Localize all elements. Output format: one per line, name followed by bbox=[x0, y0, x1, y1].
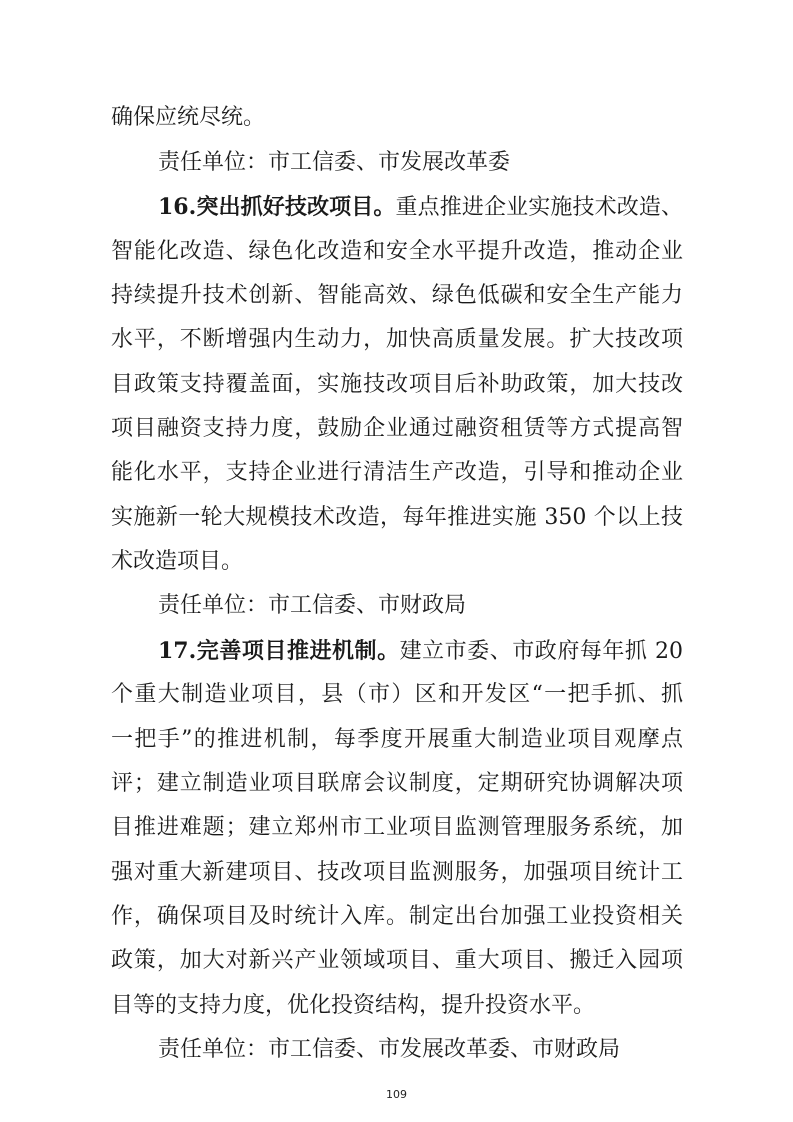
line-text: 项目融资支持力度，鼓励企业通过融资租赁等方式提高智 bbox=[111, 416, 683, 441]
text-line bbox=[0, 544, 793, 580]
line-text: 责任单位：市工信委、市发展改革委、市财政局 bbox=[158, 1037, 621, 1062]
section-heading-line bbox=[0, 633, 793, 669]
text-line bbox=[0, 500, 793, 536]
text-line bbox=[0, 278, 793, 314]
line-text: 个重大制造业项目，县（市）区和开发区“一把手抓、抓 bbox=[111, 682, 683, 707]
line-text: 水平，不断增强内生动力，加快高质量发展。扩大技改项 bbox=[111, 327, 683, 352]
text-line bbox=[0, 810, 793, 846]
text-line bbox=[0, 766, 793, 802]
line-text: 实施新一轮大规模技术改造，每年推进实施 350 个以上技 bbox=[111, 505, 683, 530]
line-text: 政策，加大对新兴产业领域项目、重大项目、搬迁入园项 bbox=[111, 948, 683, 973]
responsible-unit-line bbox=[0, 145, 793, 181]
line-text: 能化水平，支持企业进行清洁生产改造，引导和推动企业 bbox=[111, 460, 683, 485]
text-line bbox=[0, 367, 793, 403]
line-text: 评；建立制造业项目联席会议制度，定期研究协调解决项 bbox=[111, 771, 683, 796]
text-line bbox=[0, 943, 793, 979]
line-text: 目政策支持覆盖面，实施技改项目后补助政策，加大技改 bbox=[111, 372, 683, 397]
section-heading-line bbox=[0, 189, 793, 225]
line-text: 目推进难题；建立郑州市工业项目监测管理服务系统，加 bbox=[111, 815, 683, 840]
line-text: 责任单位：市工信委、市财政局 bbox=[158, 593, 467, 618]
line-text: 智能化改造、绿色化改造和安全水平提升改造，推动企业 bbox=[111, 239, 683, 264]
responsible-unit-line bbox=[0, 588, 793, 624]
responsible-unit-line bbox=[0, 1032, 793, 1068]
text-line bbox=[0, 722, 793, 758]
line-text: 重点推进企业实施技术改造、 bbox=[395, 195, 683, 220]
text-line bbox=[0, 855, 793, 891]
section-heading: 16.突出抓好技改项目。 bbox=[158, 194, 396, 220]
line-content bbox=[158, 189, 683, 226]
text-line bbox=[0, 988, 793, 1024]
text-line bbox=[0, 100, 793, 136]
line-text: 术改造项目。 bbox=[111, 549, 244, 574]
text-line bbox=[0, 322, 793, 358]
line-text: 作，确保项目及时统计入库。制定出台加强工业投资相关 bbox=[111, 904, 683, 929]
line-text: 责任单位：市工信委、市发展改革委 bbox=[158, 150, 511, 175]
text-line bbox=[0, 411, 793, 447]
line-text: 建立市委、市政府每年抓 20 bbox=[399, 639, 683, 664]
page-number: 109 bbox=[386, 1088, 407, 1101]
line-text: 强对重大新建项目、技改项目监测服务，加强项目统计工 bbox=[111, 860, 683, 885]
line-text: 一把手”的推进机制，每季度开展重大制造业项目观摩点 bbox=[111, 727, 683, 752]
line-text: 目等的支持力度，优化投资结构，提升投资水平。 bbox=[111, 993, 596, 1018]
text-line bbox=[0, 234, 793, 270]
line-text: 持续提升技术创新、智能高效、绿色低碳和安全生产能力 bbox=[111, 283, 683, 308]
line-content bbox=[158, 633, 683, 670]
text-line bbox=[0, 899, 793, 935]
section-heading: 17.完善项目推进机制。 bbox=[158, 638, 400, 664]
line-text: 确保应统尽统。 bbox=[111, 105, 266, 130]
text-line bbox=[0, 677, 793, 713]
text-line bbox=[0, 455, 793, 491]
